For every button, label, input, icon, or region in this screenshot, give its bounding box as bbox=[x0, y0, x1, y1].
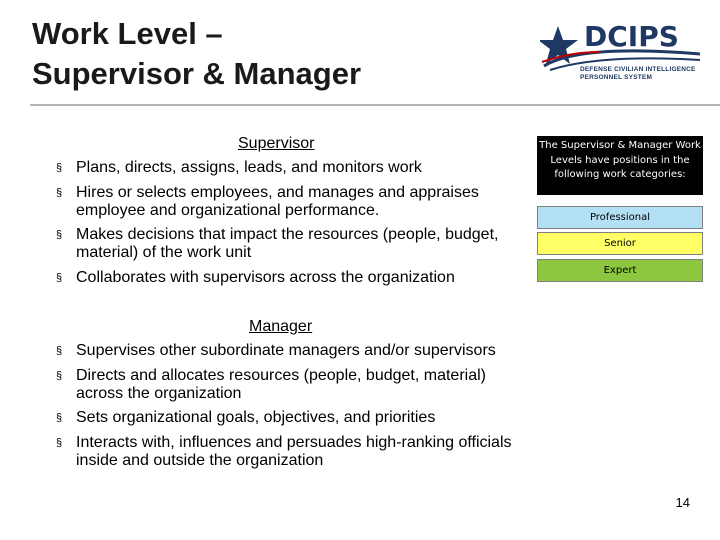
bullet-marker-icon: § bbox=[56, 345, 63, 357]
logo-wordmark: DCIPS bbox=[584, 20, 679, 53]
list-item bbox=[52, 159, 512, 177]
bullet-marker-icon: § bbox=[56, 412, 63, 424]
list-item bbox=[52, 409, 512, 427]
category-senior: Senior bbox=[537, 232, 703, 255]
category-professional: Professional bbox=[537, 206, 703, 229]
bullet-text: Interacts with, influences and persuades high-ranking officials inside and outside the organization bbox=[76, 433, 512, 469]
bullet-text: Hires or selects employees, and manages and appraises employee and organizational performance. bbox=[76, 183, 479, 219]
bullet-marker-icon: § bbox=[56, 162, 63, 174]
manager-heading: Manager bbox=[249, 318, 313, 335]
bullet-text: Supervises other subordinate managers and/or supervisors bbox=[76, 342, 496, 359]
list-item bbox=[52, 269, 512, 287]
list-item bbox=[52, 342, 512, 360]
slide-title-line-2: Supervisor & Manager bbox=[32, 56, 362, 91]
logo-subtitle-line-1: DEFENSE CIVILIAN INTELLIGENCE bbox=[580, 66, 696, 73]
bullet-text: Makes decisions that impact the resources (people, budget, material) of the work unit bbox=[76, 226, 499, 261]
slide-title-line-1: Work Level – bbox=[32, 16, 223, 51]
page-number: 14 bbox=[675, 495, 690, 510]
dcips-logo-icon bbox=[540, 14, 705, 74]
manager-bullet-list bbox=[52, 342, 512, 476]
title-divider bbox=[30, 104, 720, 106]
bullet-marker-icon: § bbox=[56, 229, 63, 241]
work-categories-intro: The Supervisor & Manager Work Levels have positions in the following work categories: bbox=[537, 136, 703, 195]
logo-subtitle bbox=[580, 66, 700, 82]
slide-title bbox=[32, 14, 512, 94]
category-expert: Expert bbox=[537, 259, 703, 282]
bullet-text: Sets organizational goals, objectives, and priorities bbox=[76, 409, 436, 426]
list-item bbox=[52, 434, 512, 470]
bullet-marker-icon: § bbox=[56, 271, 63, 284]
bullet-text: Collaborates with supervisors across the organization bbox=[76, 268, 455, 286]
list-item bbox=[52, 226, 512, 262]
bullet-marker-icon: § bbox=[56, 436, 63, 449]
bullet-text: Directs and allocates resources (people, budget, material) across the organization bbox=[76, 366, 486, 402]
dcips-logo bbox=[540, 14, 705, 94]
list-item bbox=[52, 184, 512, 220]
logo-subtitle-line-2: PERSONNEL SYSTEM bbox=[580, 74, 653, 81]
list-item bbox=[52, 367, 512, 403]
bullet-marker-icon: § bbox=[56, 186, 63, 199]
supervisor-heading: Supervisor bbox=[238, 135, 315, 152]
bullet-text: Plans, directs, assigns, leads, and monitors work bbox=[76, 159, 422, 176]
supervisor-bullet-list bbox=[52, 159, 512, 293]
bullet-marker-icon: § bbox=[56, 369, 63, 382]
